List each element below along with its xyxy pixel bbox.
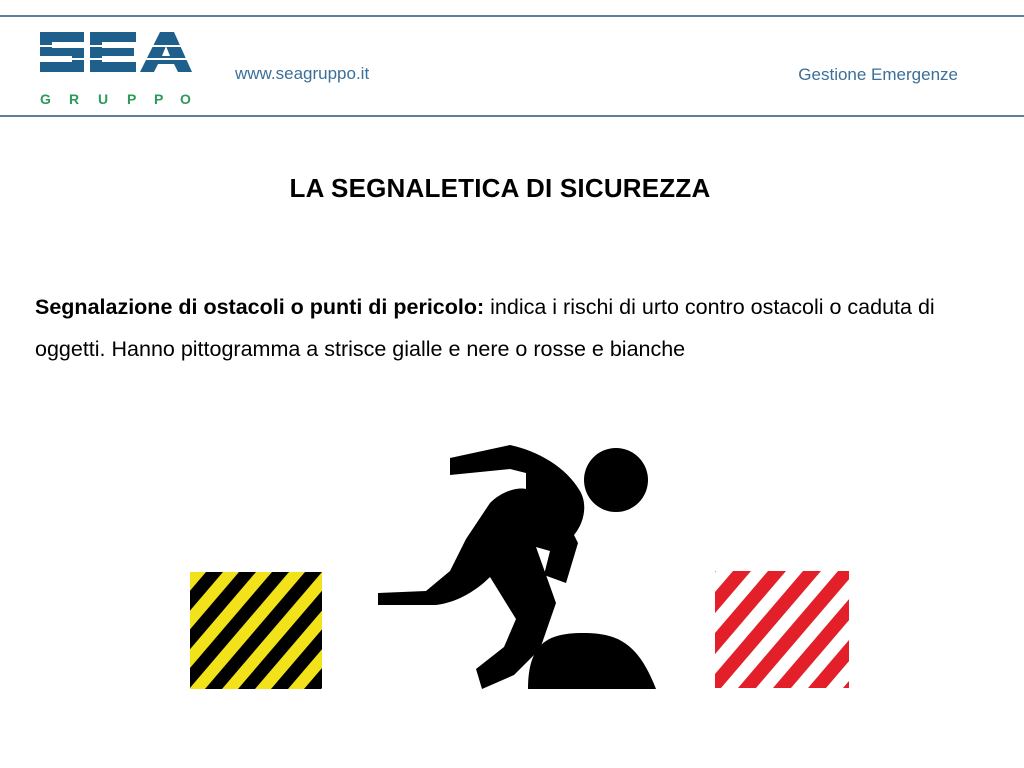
header-top-rule	[0, 15, 1024, 17]
red-white-stripes-sign	[715, 571, 849, 688]
slide-title: LA SEGNALETICA DI SICUREZZA	[289, 173, 711, 203]
header-bottom-rule	[0, 115, 1024, 117]
svg-text:P: P	[154, 91, 164, 107]
svg-text:G: G	[40, 91, 51, 107]
sea-gruppo-logo	[38, 28, 193, 108]
svg-text:O: O	[180, 91, 191, 107]
svg-text:P: P	[127, 91, 137, 107]
svg-text:U: U	[98, 91, 109, 107]
website-link[interactable]: www.seagruppo.it	[235, 64, 370, 83]
body-lead-bold: Segnalazione di ostacoli o punti di pericolo:	[35, 295, 485, 319]
tripping-person-pictogram	[378, 443, 658, 689]
section-label: Gestione Emergenze	[798, 65, 958, 84]
svg-text:R: R	[69, 91, 80, 107]
body-lead-text: indica i rischi di urto contro ostacoli o caduta di oggetti. Hanno pittogramma a strisce gialle e nere o rosse e bianche	[35, 295, 935, 361]
body-paragraph	[35, 286, 1005, 370]
yellow-black-stripes-sign	[190, 572, 322, 689]
